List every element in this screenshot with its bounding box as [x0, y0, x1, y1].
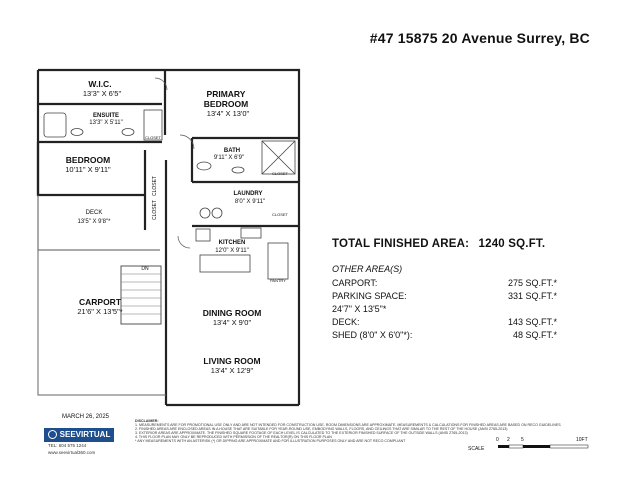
- scale-tick: 2: [507, 437, 510, 443]
- ensuite-sink-2: [122, 129, 134, 136]
- deck-label: DECK: [85, 210, 103, 216]
- bath-toilet: [197, 162, 211, 170]
- bathtub-ensuite: [44, 113, 66, 137]
- bath-label: BATH: [223, 148, 241, 154]
- company-phone: TEL: 604 575 1244: [48, 443, 87, 448]
- closet-label-hall-1: CLOSET: [152, 175, 158, 197]
- area-row-parking-dim: 24'7" X 13'5"*: [332, 304, 387, 314]
- bedroom-label: BEDROOM: [65, 155, 111, 165]
- scale-tick: 10FT: [576, 437, 588, 443]
- disclaimer-line: 2. FINISHED AREAS ARE ENCLOSED AREAS IN A HOUSE THAT ARE SUITABLE FOR YEAR-ROUND USE, EMBODYING WALLS, FLOORS, AND CEILINGS THAT ARE SIMILAR TO THE REST OF THE HOUSE (ANSI Z765-2013): [135, 427, 508, 432]
- plan-date: MARCH 26, 2025: [62, 414, 110, 420]
- disclaimer-heading: DISCLAIMER:: [135, 419, 159, 423]
- bedroom-dim: 10'11" X 9'11": [65, 165, 111, 174]
- ensuite-label: ENSUITE: [92, 113, 120, 119]
- stairs-down: [121, 266, 161, 324]
- washer: [200, 208, 210, 218]
- pantry-label: PANTRY: [270, 278, 286, 283]
- closet-label-hall-2: CLOSET: [152, 199, 158, 221]
- dining-label: DINING ROOM: [202, 308, 262, 318]
- bath-sink: [232, 167, 244, 173]
- disclaimer-line: * ANY MEASUREMENTS WITH AN ASTERISK (*) OR DIPPING ARE APPROXIMATE AND FOR ILLUSTRATION PURPOSES ONLY AND ARE NOT RECO COMPLIANT: [135, 439, 406, 444]
- deck-dim: 13'5" X 9'8"*: [77, 219, 111, 225]
- disclaimer-line: 4. THIS FLOOR PLAN MAY ONLY BE REPRODUCED WITH PERMISSION OF THE REALTOR(R) ON THIS FLOOR PLAN: [135, 435, 332, 440]
- logo-circle-icon: [48, 430, 57, 439]
- living-dim: 13'4" X 12'9": [210, 366, 254, 375]
- primary-dim: 13'4" X 13'0": [206, 109, 250, 118]
- dining-dim: 13'4" X 9'0": [212, 318, 252, 327]
- seevirtual-logo: [44, 428, 114, 442]
- wic-label: W.I.C.: [88, 79, 112, 89]
- kitchen-dim: 12'0" X 9'11": [215, 248, 249, 254]
- area-row-deck: DECK: 143 SQ.FT.*: [332, 317, 557, 327]
- scale-tick: 0: [496, 437, 499, 443]
- carport-dim: 21'6" X 13'5"*: [77, 307, 123, 316]
- disclaimer-line: 3. EXTERIOR AREAS ARE APPROXIMATE. THE FINISHED SQUARE FOOTAGE OF EACH LEVEL IS CALCULATED TO THE EXTERIOR FINISHED SURFACE OF THE OUTSIDE WALLS (ANSI Z765-2013): [135, 431, 468, 436]
- primary-label-2: BEDROOM: [203, 99, 249, 109]
- disclaimer: [135, 419, 605, 444]
- living-label: LIVING ROOM: [203, 356, 261, 366]
- primary-label-1: PRIMARY: [206, 89, 246, 99]
- total-area-label: TOTAL FINISHED AREA:: [332, 238, 470, 250]
- kitchen-counter: [268, 243, 288, 279]
- ensuite-sink-1: [71, 129, 83, 136]
- closet-label-bath: CLOSET: [271, 171, 289, 176]
- laundry-dim: 8'0" X 9'11": [234, 199, 266, 205]
- door-swing-kitchen: [178, 236, 190, 248]
- closet-label-laundry: CLOSET: [271, 212, 289, 217]
- area-row-parking: PARKING SPACE: 331 SQ.FT.*: [332, 291, 557, 301]
- company-website: www.seevirtual360.com: [48, 450, 96, 455]
- scale-tick: 5: [521, 437, 524, 443]
- area-row-shed: SHED (8'0" X 6'0"*): 48 SQ.FT.*: [332, 330, 557, 340]
- carport-label: CARPORT: [78, 297, 122, 307]
- laundry-label: LAUNDRY: [233, 191, 263, 197]
- total-finished-area: [332, 238, 557, 250]
- wic-dim: 13'3" X 6'5": [82, 89, 122, 98]
- kitchen-label: KITCHEN: [218, 240, 246, 246]
- closet-label-ensuite: CLOSET: [144, 135, 162, 140]
- stairs-dn-label: DN: [141, 266, 149, 272]
- total-area-value: 1240 SQ.FT.: [478, 238, 546, 250]
- bath-dim: 9'11" X 6'9": [213, 155, 245, 161]
- scale-label: SCALE: [468, 446, 485, 452]
- stove: [241, 228, 261, 238]
- disclaimer-line: 1. MEASUREMENTS ARE FOR PROMOTIONAL USE ONLY AND ARE NOT INTENDED FOR CONSTRUCTION USE. ROOM DIMENSIONS ARE APPROXIMATE. MEASUREMENTS & CALCULATIONS FOR FINISHED AREAS ARE BASED ON RECO GUIDELINES: [135, 423, 561, 428]
- ensuite-dim: 13'3" X 5'11": [89, 120, 123, 126]
- kitchen-island: [200, 255, 250, 272]
- dryer: [212, 208, 222, 218]
- other-areas-header: OTHER AREA(S): [332, 264, 403, 274]
- scale-bar: [498, 445, 588, 448]
- area-row-carport: CARPORT: 275 SQ.FT.*: [332, 278, 557, 288]
- area-summary: [332, 238, 557, 342]
- fridge: [196, 229, 210, 241]
- listing-address-title: #47 15875 20 Avenue Surrey, BC: [369, 30, 590, 46]
- logo-text: SEEVIRTUAL: [59, 430, 111, 439]
